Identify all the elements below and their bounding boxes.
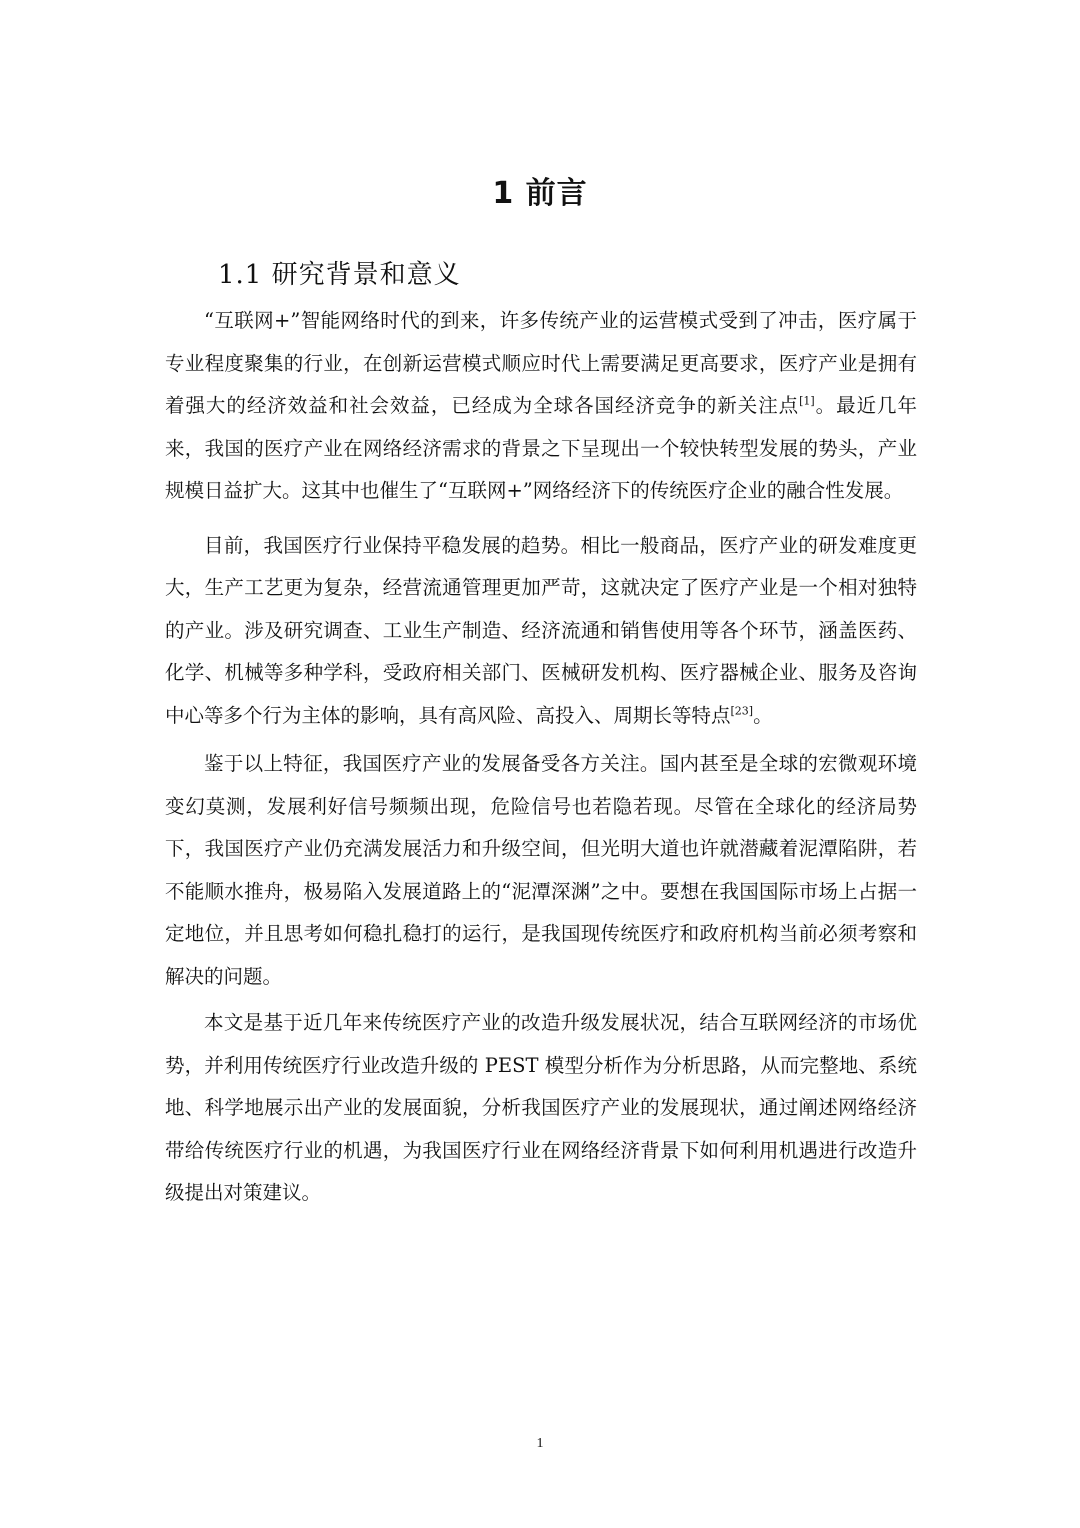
body-text	[165, 300, 917, 1215]
citation-ref-23: [23]	[730, 704, 754, 717]
page-number: 1	[536, 1436, 544, 1451]
paragraph-2-text: 目前，我国医疗行业保持平稳发展的趋势。相比一般商品，医疗产业的研发难度更大，生产工艺更为复杂，经营流通管理更加严苛，这就决定了医疗产业是一个相对独特的产业。涉及研究调查、工业生产制造、经济流通和销售使用等各个环节，涵盖医药、化学、机械等多种学科，受政府相关部门、医械研发机构、医疗器械企业、服务及咨询中心等多个行为主体的影响，具有高风险、高投入、周期长等特点	[165, 533, 917, 727]
paragraph-2	[165, 525, 917, 738]
citation-ref-1: [1]	[799, 394, 815, 408]
chapter-title: 1 前言	[492, 176, 588, 211]
paragraph-1-text: “互联网+”智能网络时代的到来，许多传统产业的运营模式受到了冲击，医疗属于专业程度聚集的行业，在创新运营模式顺应时代上需要满足更高要求，医疗产业是拥有着强大的经济效益和社会效益，已经成为全球各国经济竞争的新关注点	[165, 309, 917, 417]
section-title: 1.1 研究背景和意义	[218, 260, 461, 290]
paragraph-3: 鉴于以上特征，我国医疗产业的发展备受各方关注。国内甚至是全球的宏微观环境变幻莫测，发展利好信号频频出现，危险信号也若隐若现。尽管在全球化的经济局势下，我国医疗产业仍充满发展活力和升级空间，但光明大道也许就潜藏着泥潭陷阱，若不能顺水推舟，极易陷入发展道路上的“泥潭深渊”之中。要想在我国国际市场上占据一定地位，并且思考如何稳扎稳打的运行，是我国现传统医疗和政府机构当前必须考察和解决的问题。	[165, 752, 917, 988]
paragraph-4: 本文是基于近几年来传统医疗产业的改造升级发展状况，结合互联网经济的市场优势，并利用传统医疗行业改造升级的 PEST 模型分析作为分析思路，从而完整地、系统地、科学地展示出产业的发展面貌，分析我国医疗产业的发展现状，通过阐述网络经济带给传统医疗行业的机遇，为我国医疗行业在网络经济背景下如何利用机遇进行改造升级提出对策建议。	[165, 1011, 917, 1204]
paragraph-1	[165, 300, 917, 513]
paragraph-2-text-cont: 。	[753, 703, 773, 727]
paragraph-1-text-cont: 。最近几年来，我国的医疗产业在网络经济需求的背景之下呈现出一个较快转型发展的势头，产业规模日益扩大。这其中也催生了“互联网+”网络经济下的传统医疗企业的融合性发展。	[165, 394, 917, 502]
